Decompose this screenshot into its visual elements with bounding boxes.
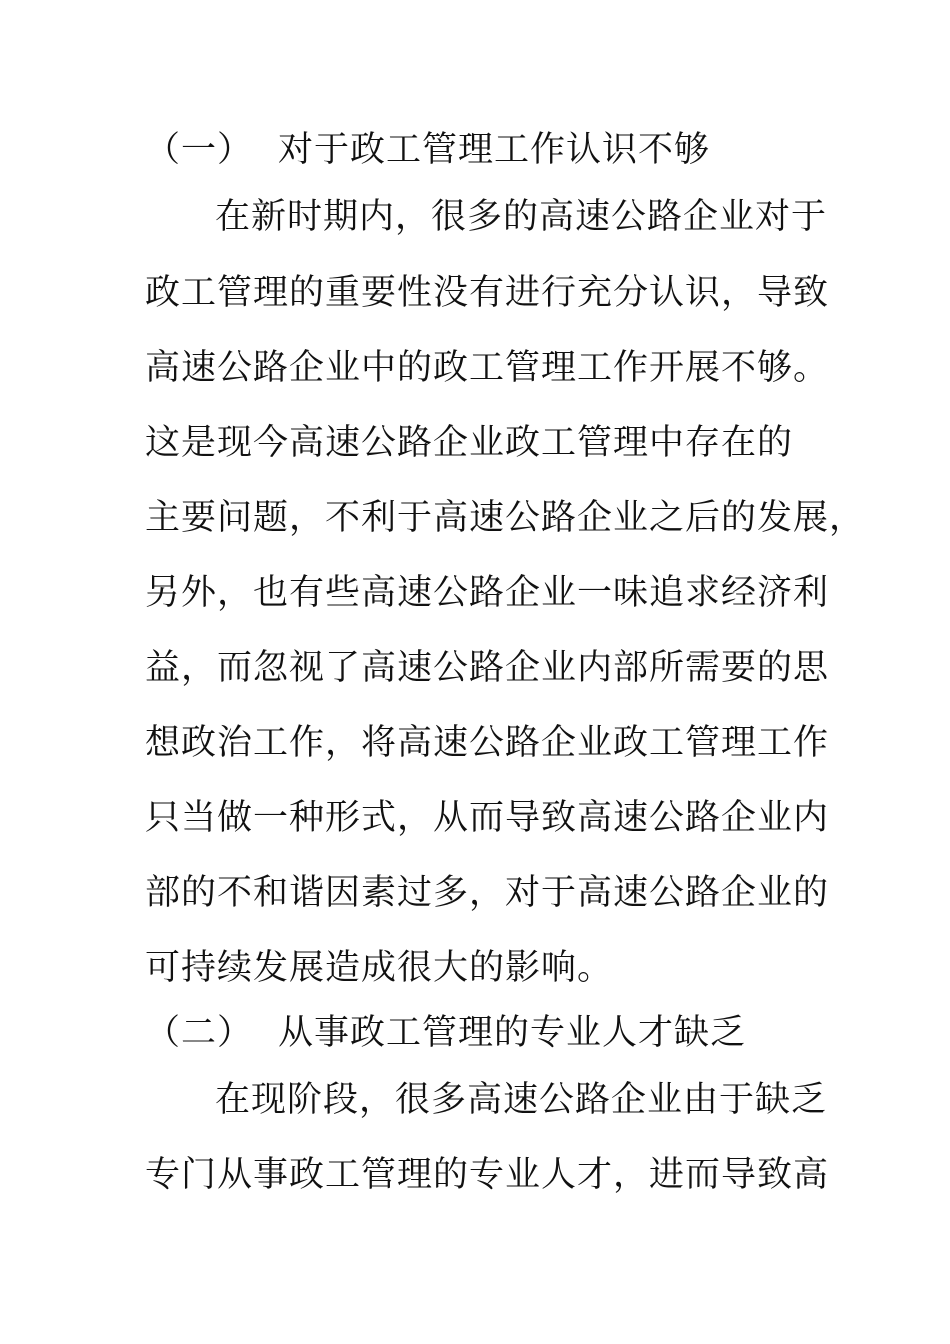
section-title-2: 从事政工管理的专业人才缺乏 [278, 1013, 747, 1053]
paragraph-line: 另外，也有些高速公路企业一味追求经济利 [145, 573, 830, 613]
paragraph-line: 部的不和谐因素过多，对于高速公路企业的 [145, 873, 830, 913]
paragraph-line: 想政治工作，将高速公路企业政工管理工作 [145, 723, 830, 763]
paragraph-line: 高速公路企业中的政工管理工作开展不够。 [145, 348, 830, 388]
section-number-2: （二） [145, 1013, 254, 1053]
paragraph-line: 这是现今高速公路企业政工管理中存在的 [145, 423, 794, 463]
section-number-1: （一） [145, 130, 254, 170]
paragraph-line: 政工管理的重要性没有进行充分认识，导致 [145, 273, 830, 313]
section-title-1: 对于政工管理工作认识不够 [278, 130, 711, 170]
section-heading-2 [145, 1011, 845, 1055]
paragraph-line: 在新时期内，很多的高速公路企业对于 [215, 197, 828, 237]
paragraph-line: 益，而忽视了高速公路企业内部所需要的思 [145, 648, 830, 688]
paragraph-line: 专门从事政工管理的专业人才，进而导致高 [145, 1155, 830, 1195]
section-heading-1 [145, 128, 845, 172]
paragraph-line: 只当做一种形式，从而导致高速公路企业内 [145, 798, 830, 838]
paragraph-line: 主要问题，不利于高速公路企业之后的发展， [145, 498, 866, 538]
paragraph-line: 在现阶段，很多高速公路企业由于缺乏 [215, 1080, 828, 1120]
paragraph-line: 可持续发展造成很大的影响。 [145, 948, 614, 988]
